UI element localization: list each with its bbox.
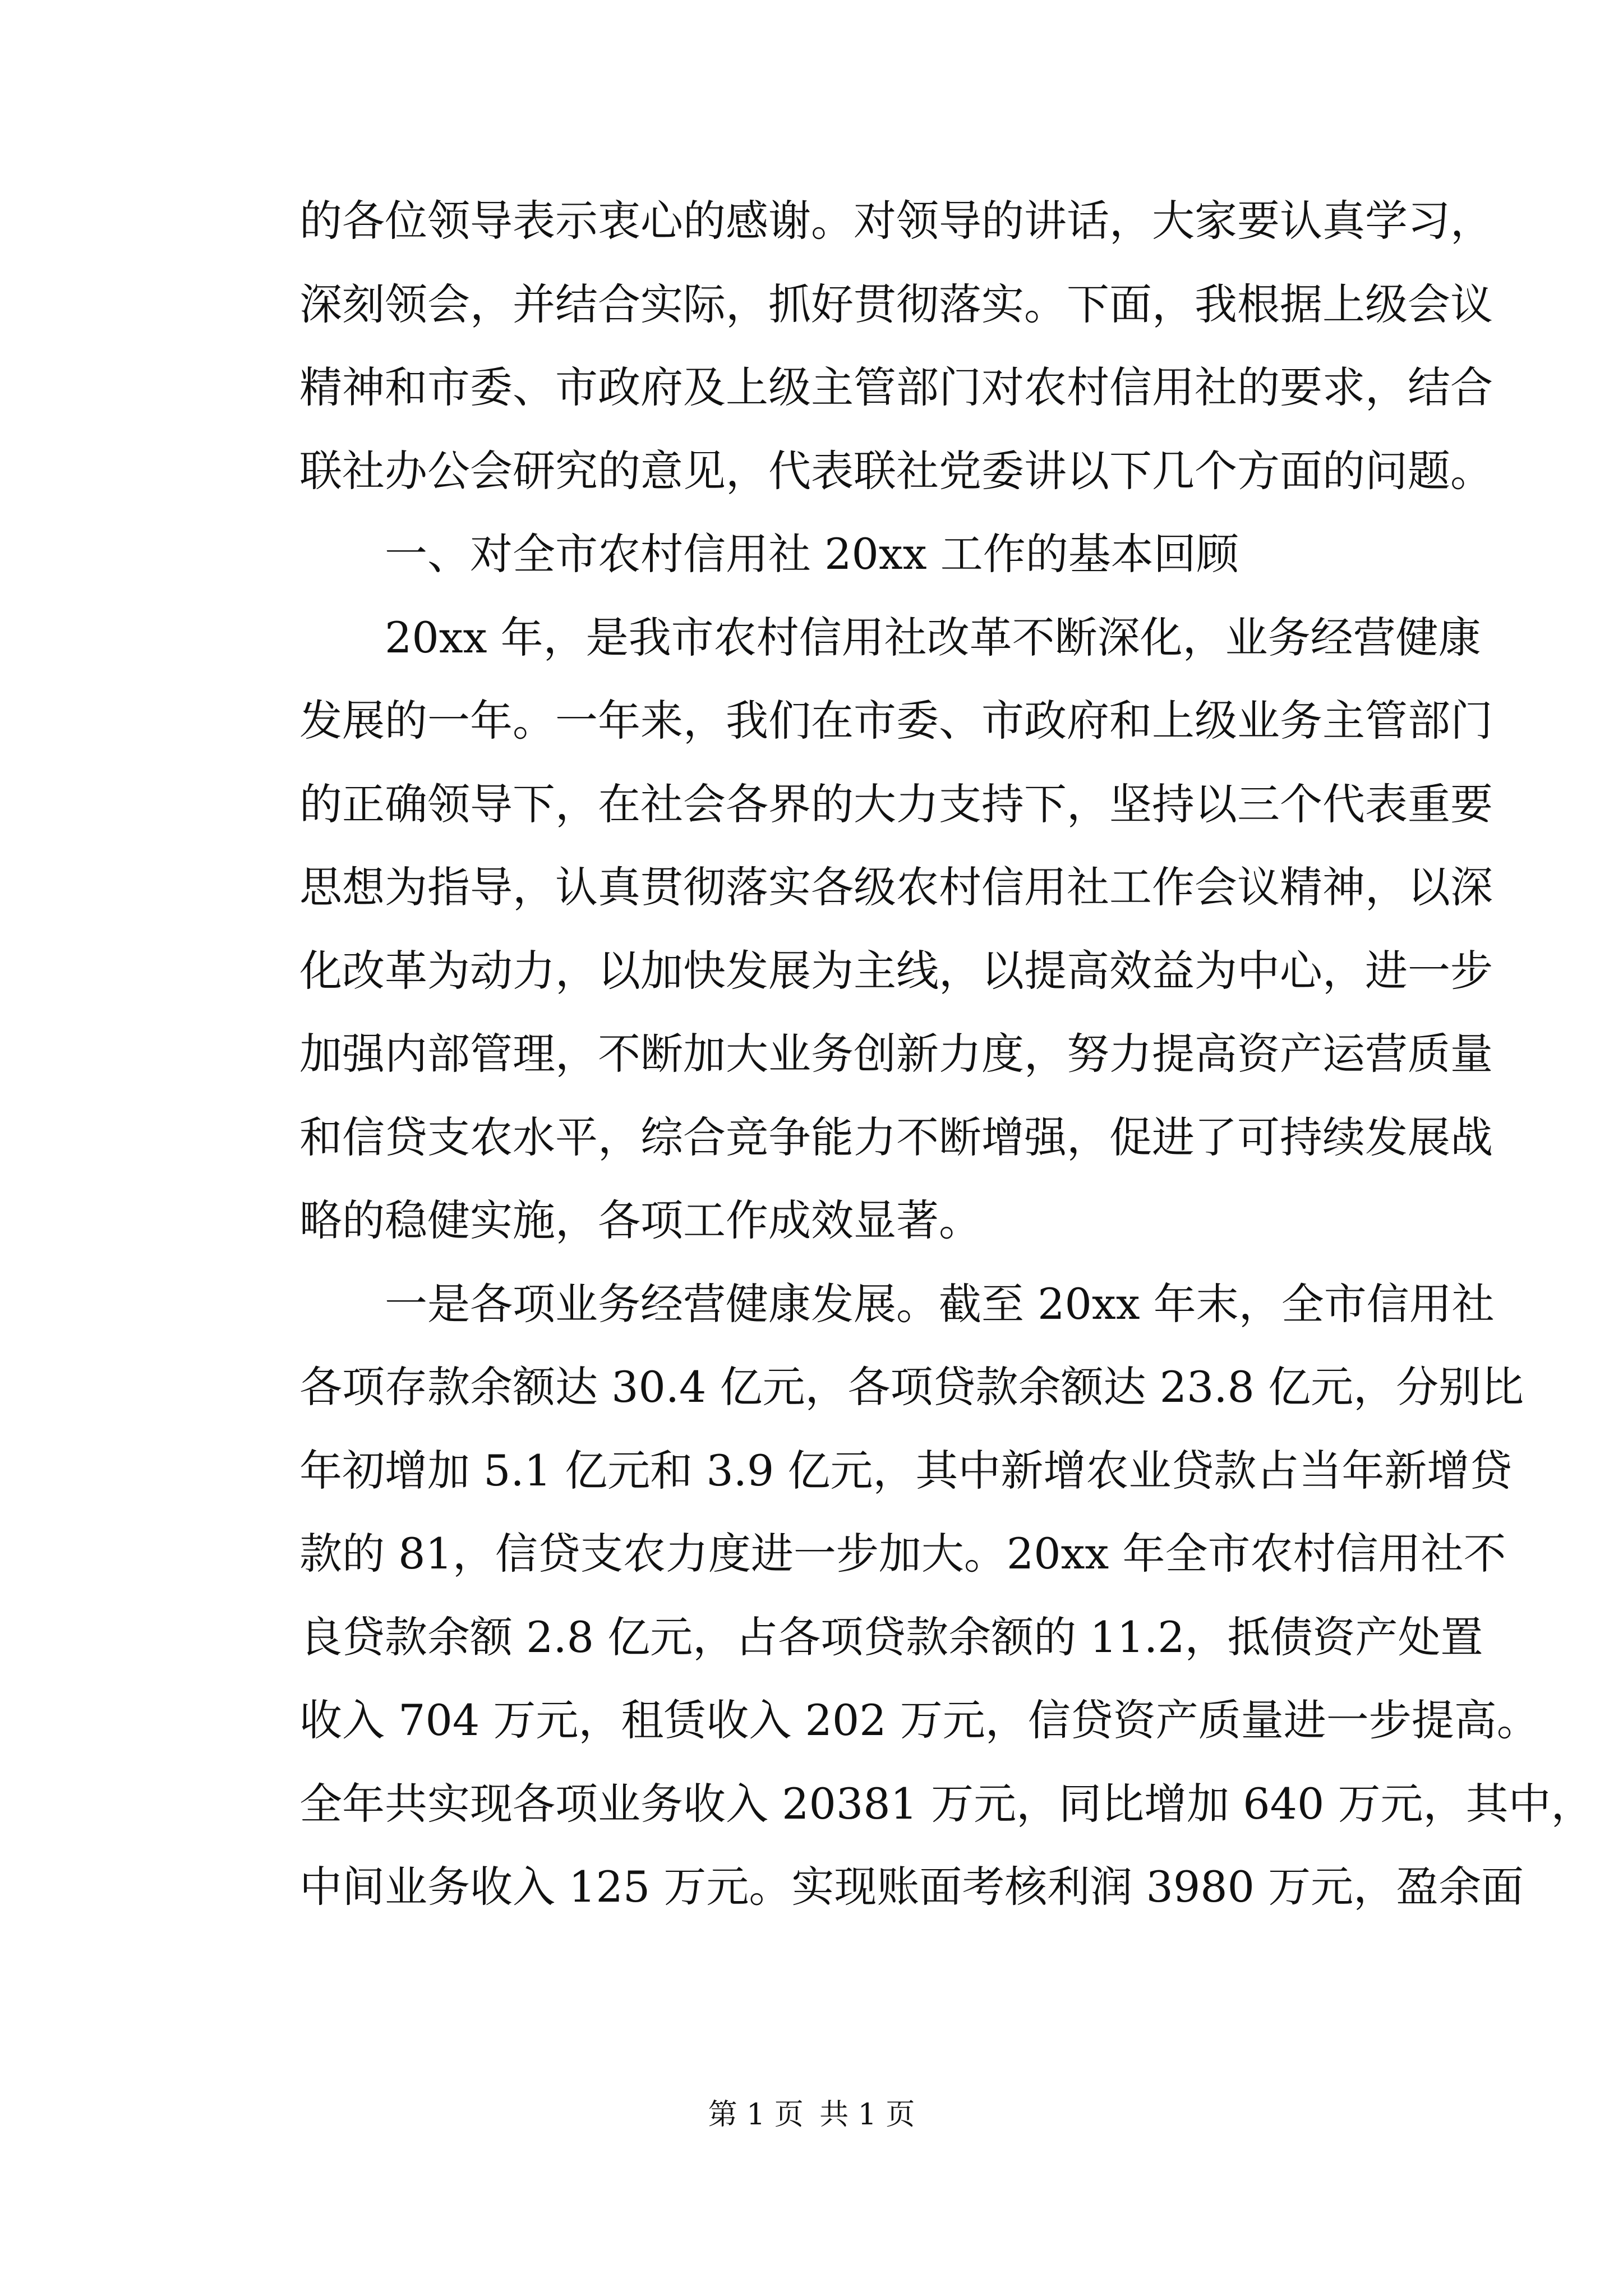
paragraph-3 <box>299 596 1493 1263</box>
text-line: 发展的一年。一年来，我们在市委、市政府和上级业务主管部门 <box>299 696 1493 746</box>
text-line: 和信贷支农水平，综合竞争能力不断增强，促进了可持续发展战 <box>299 1112 1493 1162</box>
section-heading <box>299 513 1410 596</box>
text-line: 精神和市委、市政府及上级主管部门对农村信用社的要求，结合 <box>299 362 1493 412</box>
page-number: 第 1 页 <box>708 2098 804 2132</box>
heading-line: 一、对全市农村信用社 20xx 工作的基本回顾 <box>385 529 1239 579</box>
text-line: 年初增加 5.1 亿元和 3.9 亿元，其中新增农业贷款占当年新增贷 <box>299 1445 1513 1496</box>
text-line: 收入 704 万元，租赁收入 202 万元，信贷资产质量进一步提高。 <box>299 1695 1539 1745</box>
text-line: 化改革为动力，以加快发展为主线，以提高效益为中心，进一步 <box>299 945 1493 996</box>
text-line: 深刻领会，并结合实际，抓好贯彻落实。下面，我根据上级会议 <box>299 279 1493 329</box>
document-body <box>299 180 1594 1929</box>
text-line: 一是各项业务经营健康发展。截至 20xx 年末，全市信用社 <box>385 1278 1495 1329</box>
text-line: 略的稳健实施，各项工作成效显著。 <box>299 1195 981 1245</box>
paragraph-1 <box>299 180 1493 513</box>
text-line: 的各位领导表示衷心的感谢。对领导的讲话，大家要认真学习， <box>299 196 1493 246</box>
page-total: 共 1 页 <box>819 2098 915 2132</box>
text-line: 思想为指导，认真贯彻落实各级农村信用社工作会议精神，以深 <box>299 862 1493 912</box>
text-line: 良贷款余额 2.8 亿元，占各项贷款余额的 11.2，抵债资产处置 <box>299 1612 1483 1662</box>
text-line: 款的 81，信贷支农力度进一步加大。20xx 年全市农村信用社不 <box>299 1529 1506 1579</box>
text-line: 中间业务收入 125 万元。实现账面考核利润 3980 万元，盈余面 <box>299 1862 1524 1912</box>
paragraph-4 <box>299 1263 1594 1929</box>
text-line: 各项存款余额达 30.4 亿元，各项贷款余额达 23.8 亿元，分别比 <box>299 1362 1524 1412</box>
text-line: 的正确领导下，在社会各界的大力支持下，坚持以三个代表重要 <box>299 779 1493 829</box>
text-line: 20xx 年，是我市农村信用社改革不断深化，业务经营健康 <box>385 612 1481 662</box>
text-line: 联社办公会研究的意见，代表联社党委讲以下几个方面的问题。 <box>299 445 1493 496</box>
page-footer <box>0 2095 1623 2134</box>
text-line: 加强内部管理，不断加大业务创新力度，努力提高资产运营质量 <box>299 1029 1493 1079</box>
text-line: 全年共实现各项业务收入 20381 万元，同比增加 640 万元，其中， <box>299 1778 1594 1829</box>
